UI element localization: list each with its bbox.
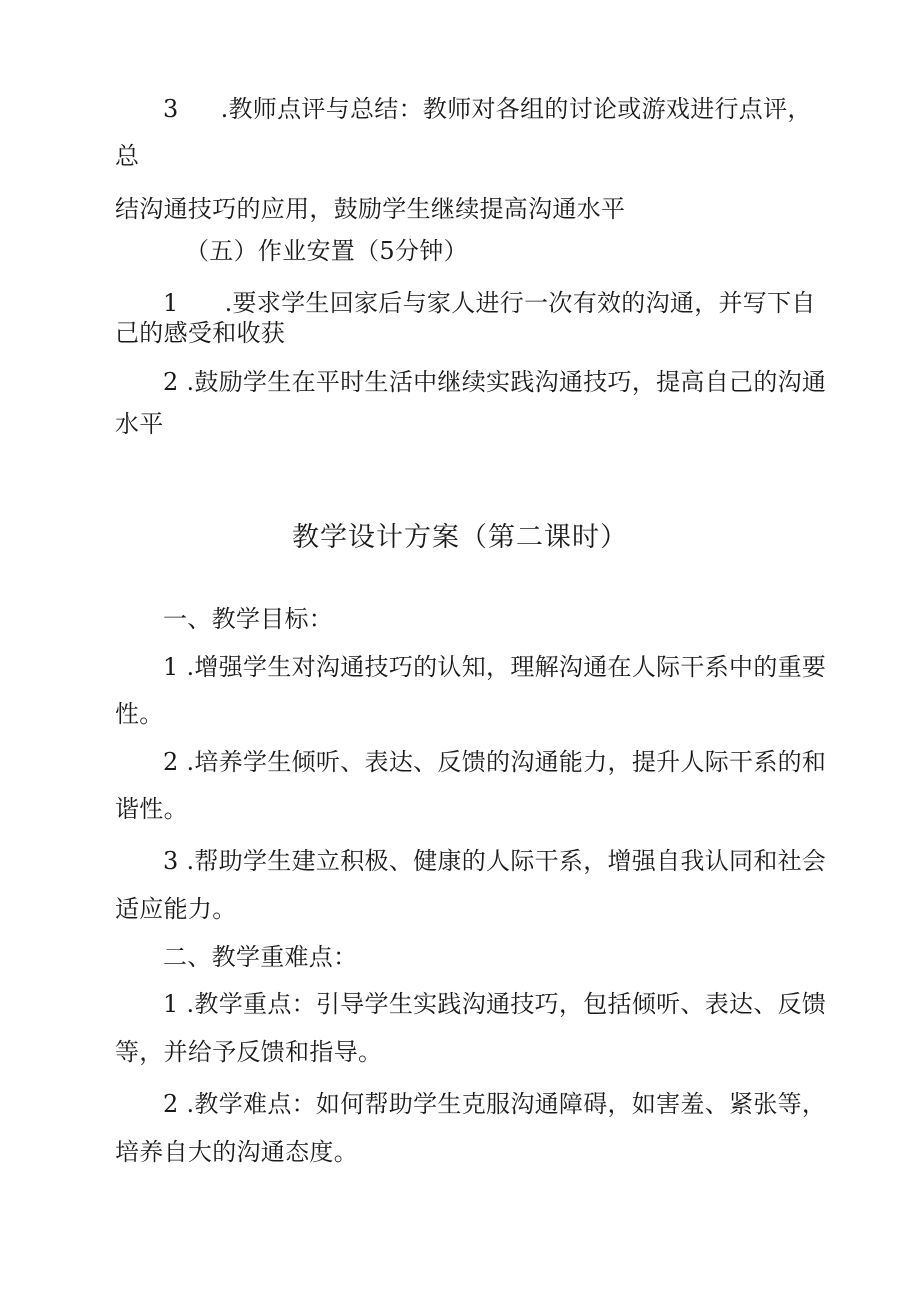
page-title: 教学设计方案（第二课时） [292, 522, 628, 553]
paragraph-wrap: 谐性。 [115, 795, 188, 823]
paragraph-homework-2: 2 .鼓励学生在平时生活中继续实践沟通技巧，提高自己的沟通 [163, 368, 827, 396]
paragraph-key-2: 2 .教学难点：如何帮助学生克服沟通障碍，如害羞、紧张等， [163, 1090, 827, 1118]
paragraph-wrap: 等，并给予反馈和指导。 [115, 1038, 383, 1066]
paragraph-wrap: 适应能力。 [115, 895, 237, 923]
paragraph-goal-2: 2 .培养学生倾听、表达、反馈的沟通能力，提升人际干系的和 [163, 748, 827, 776]
section-heading-homework: （五）作业安置（5分钟） [185, 237, 468, 265]
paragraph-wrap: 性。 [115, 700, 164, 728]
section-heading-goals: 一、教学目标： [163, 605, 334, 633]
item-text: .要求学生回家后与家人进行一次有效的沟通，并写下自 [224, 289, 816, 317]
paragraph-key-1: 1 .教学重点：引导学生实践沟通技巧，包括倾听、表达、反馈 [163, 990, 827, 1018]
paragraph-wrap: 总 [115, 142, 140, 170]
paragraph-homework-1 [163, 288, 816, 318]
item-number: 1 [163, 289, 179, 317]
section-heading-key-points: 二、教学重难点： [163, 943, 358, 971]
item-text: .教师点评与总结：教师对各组的讨论或游戏进行点评， [220, 95, 812, 123]
paragraph-wrap: 己的感受和收获 [115, 319, 286, 347]
paragraph-wrap: 结沟通技巧的应用，鼓励学生继续提高沟通水平 [115, 195, 626, 223]
paragraph-goal-3: 3 .帮助学生建立积极、健康的人际干系，增强自我认同和社会 [163, 847, 827, 875]
paragraph-wrap: 水平 [115, 410, 164, 438]
paragraph-wrap: 培养自大的沟通态度。 [115, 1138, 358, 1166]
item-number: 3 [163, 95, 179, 123]
paragraph-goal-1: 1 .增强学生对沟通技巧的认知，理解沟通在人际干系中的重要 [163, 653, 827, 681]
paragraph-item-3 [163, 94, 812, 124]
